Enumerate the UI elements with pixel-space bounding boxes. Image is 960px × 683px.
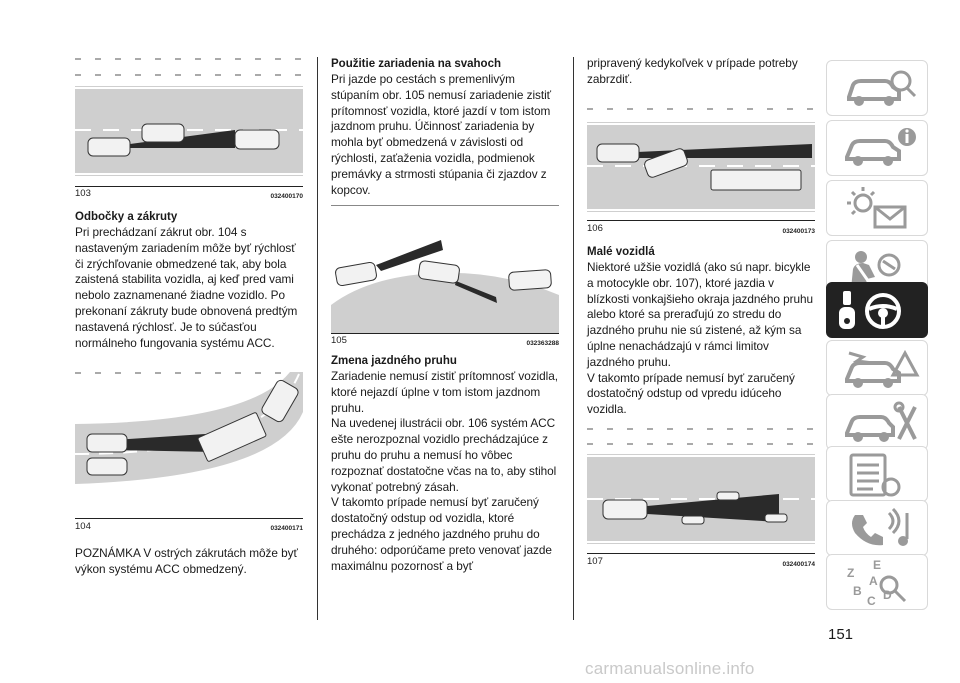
multimedia-music-icon (827, 501, 929, 557)
figure-105 (331, 205, 559, 353)
watermark: carmanualsonline.info (585, 659, 755, 678)
svg-text:E: E (873, 558, 882, 572)
tab-technical-data[interactable] (826, 446, 928, 502)
heading-slopes: Použitie zariadenia na svahoch (331, 58, 501, 70)
figure-106 (587, 108, 815, 240)
figure-number: 105 (331, 335, 347, 346)
figure-code: 032400170 (270, 193, 303, 200)
paragraph-lane-3: V takomto prípade nemusí byť zaručený dostatočný odstup od vozidla, ktoré prechádza z jedného jazdného pruhu do druhého: odporúčame preto venovať jazde maximálnu pozornosť a byť (331, 495, 552, 573)
column-divider (317, 57, 318, 620)
paragraph-curves: Pri prechádzaní zákrut obr. 104 s nastaveným zariadením môže byť rýchlosť či zrýchľovanie obmedzené tak, aby bola zaistená stabilita vozidla, aj keď pred vami nebolo zaznamenané žiadne vozidlo. Po prekonaní zákruty bude obnovená predtým nastavená rýchlosť. Je to súčasťou normálneho fungovania systému ACC. (75, 225, 298, 350)
section-slopes (331, 57, 563, 198)
figure-number: 103 (75, 188, 91, 199)
tab-car-search[interactable] (826, 60, 928, 116)
figure-number: 107 (587, 556, 603, 567)
svg-text:D: D (883, 588, 892, 602)
tab-multimedia[interactable] (826, 500, 928, 556)
car-search-icon (827, 61, 929, 117)
page-number: 151 (828, 626, 854, 643)
figure-103 (75, 58, 303, 206)
figure-code: 032363288 (526, 340, 559, 347)
tab-warning-lights[interactable] (826, 180, 928, 236)
road-illustration-straight (75, 58, 303, 186)
road-illustration-small-vehicles (587, 428, 815, 553)
figure-number: 104 (75, 521, 91, 532)
car-accident-icon (827, 341, 929, 397)
svg-text:Z: Z (847, 566, 855, 580)
figure-code: 032400174 (782, 561, 815, 568)
tab-starting-driving[interactable] (826, 282, 928, 338)
technical-data-list-icon (827, 447, 929, 503)
svg-text:B: B (853, 584, 862, 598)
figure-code: 032400171 (270, 525, 303, 532)
paragraph-lane-2: Na uvedenej ilustrácii obr. 106 systém ACC ešte nerozpoznal vozidlo prechádzajúce z pruhu do pruhu a nemusí ho vôbec rozpoznať dostatočne včas na to, aby stihol vykonať potrebný zásah. (331, 416, 557, 494)
figure-104 (75, 372, 303, 537)
paragraph-lane-1: Zariadenie nemusí zistiť prítomnosť vozidla, ktoré nejazdí úplne v tom istom jazdnom pruhu. (331, 369, 558, 415)
tab-service[interactable] (826, 394, 928, 450)
warning-lights-envelope-icon (827, 181, 929, 237)
note-paragraph: POZNÁMKA V ostrých zákrutách môže byť výkon systému ACC obmedzený. (75, 546, 298, 576)
car-service-tools-icon (827, 395, 929, 451)
paragraph-small-1: Niektoré užšie vozidlá (ako sú napr. bicykle a motocykle obr. 107), ktoré jazdia v blízkosti vonkajšieho okraja jazdného pruhu alebo ktoré sa preraďujú zo stredu do jazdného pruhu nie sú zistené, až kým sa úplne nenachádzajú v rámci limitov jazdného pruhu. (587, 260, 814, 369)
tab-emergency[interactable] (826, 340, 928, 396)
figure-107 (587, 428, 815, 573)
figure-number: 106 (587, 223, 603, 234)
hill-illustration (331, 205, 559, 333)
column-divider (573, 57, 574, 620)
key-steering-wheel-icon (827, 283, 929, 339)
svg-text:C: C (867, 594, 876, 608)
road-illustration-curve (75, 372, 303, 518)
section-small-vehicles (587, 245, 819, 418)
paragraph-slopes: Pri jazde po cestách s premenlivým stúpaním obr. 105 nemusí zariadenie zistiť prítomnosť vozidla, ktoré jazdí v tom istom jazdnom pruhu. Účinnosť zariadenia by mohla byť obmedzená v závislosti od rýchlosti, zaťaženia vozidla, podmienok premávky a strmosti stúpania či zjazdov z kopcov. (331, 72, 552, 197)
heading-curves: Odbočky a zákruty (75, 211, 178, 223)
alphabetical-index-icon (827, 555, 929, 611)
tab-car-info[interactable] (826, 120, 928, 176)
tab-index[interactable] (826, 554, 928, 610)
paragraph-continued: pripravený kedykoľvek v prípade potreby zabrzdiť. (587, 56, 798, 86)
svg-text:A: A (869, 574, 878, 588)
paragraph-small-2: V takomto prípade nemusí byť zaručený dostatočný odstup od vpredu idúceho vozidla. (587, 370, 795, 417)
heading-lane-change: Zmena jazdného pruhu (331, 355, 457, 367)
car-info-icon (827, 121, 929, 177)
section-curves (75, 210, 307, 351)
figure-code: 032400173 (782, 228, 815, 235)
heading-small-vehicles: Malé vozidlá (587, 246, 655, 258)
section-lane-change (331, 354, 563, 574)
road-illustration-lane-change (587, 108, 815, 220)
